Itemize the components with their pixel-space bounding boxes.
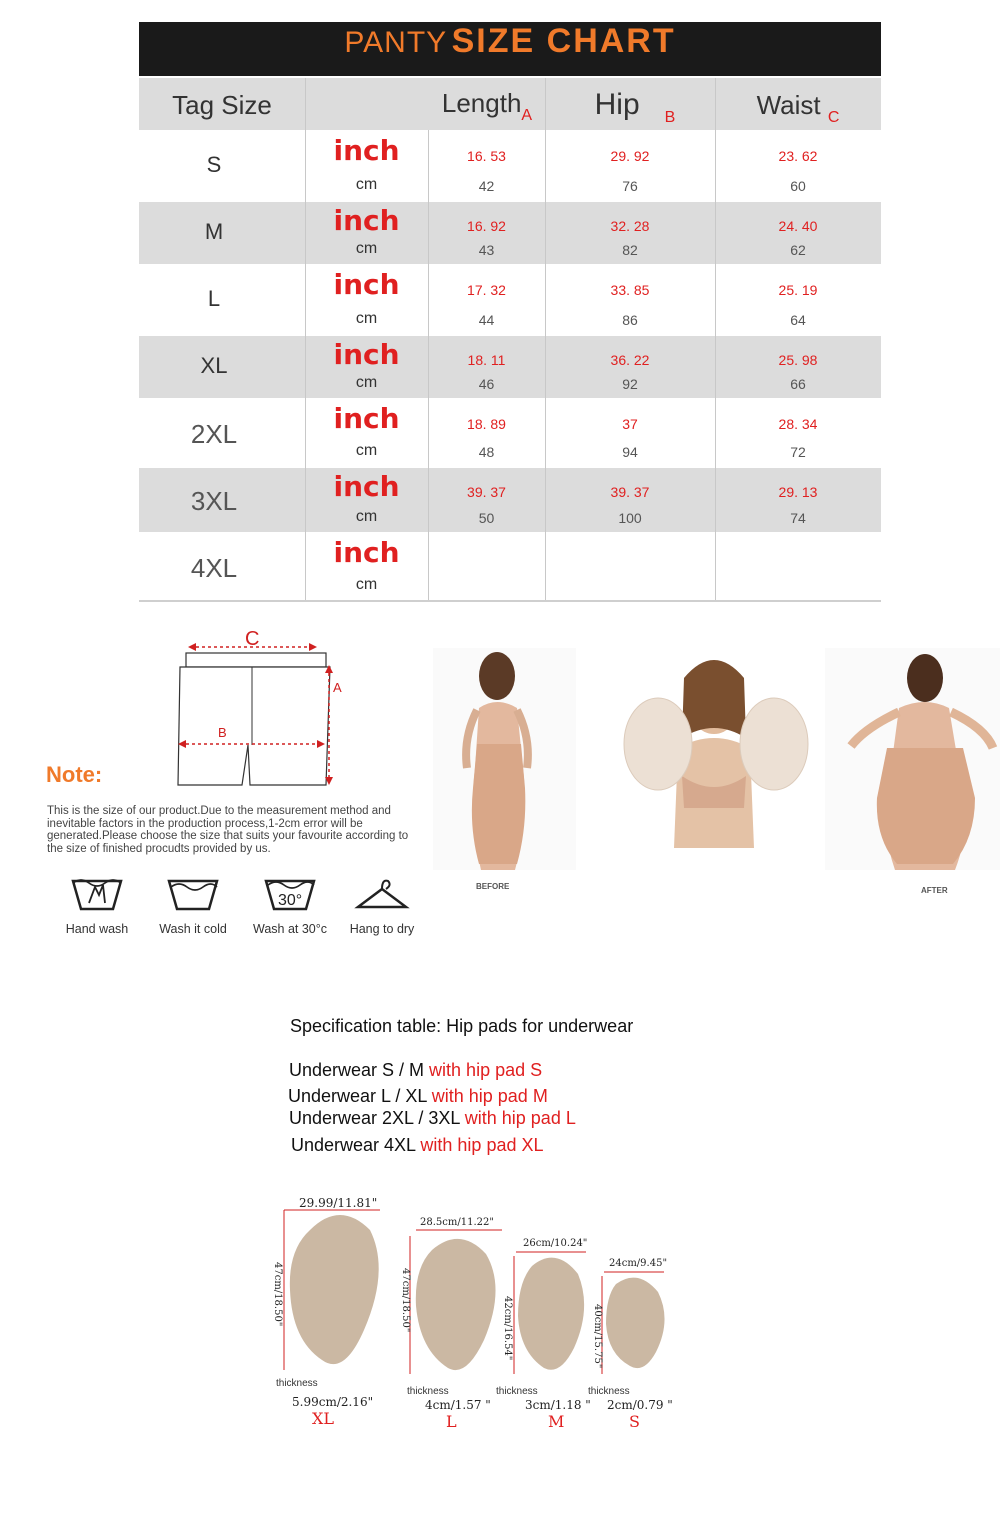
- tag-size-cell: S: [206, 152, 222, 177]
- waist-cm-value: 72: [790, 444, 806, 460]
- note-title: Note:: [46, 762, 103, 787]
- table-row: [139, 132, 881, 200]
- header-length: Length$_A$: [441, 88, 533, 124]
- care-label: Hand wash: [65, 922, 129, 936]
- hip-cm-value: 94: [622, 444, 638, 460]
- spec-line: Underwear 2XL / 3XL with hip pad L: [289, 1108, 576, 1128]
- care-label: Wash it cold: [159, 922, 227, 936]
- wash-cold-icon: [163, 873, 223, 913]
- unit-inch-label: inch: [333, 268, 400, 301]
- title-part1: PANTY: [344, 26, 448, 59]
- pad-l-thickness: 4cm/1.57 ": [425, 1398, 491, 1412]
- pad-l-height: 47cm/18.50": [400, 1268, 411, 1333]
- before-photo: [433, 648, 576, 870]
- chart-title: [139, 22, 881, 76]
- spec-line: Underwear L / XL with hip pad M: [288, 1086, 548, 1106]
- hip-cm-value: 100: [618, 510, 642, 526]
- care-hang-dry: [337, 873, 427, 936]
- after-photo: [825, 648, 1000, 870]
- unit-inch-label: inch: [333, 204, 400, 237]
- waist-inch-value: 24. 40: [778, 218, 818, 234]
- table-row: [139, 336, 881, 398]
- length-inch-value: 18. 89: [467, 416, 506, 432]
- hanger-icon: [352, 873, 412, 913]
- header-waist: Waist $_C$: [756, 90, 840, 126]
- length-cm-value: 44: [478, 312, 495, 328]
- unit-cm-label: cm: [355, 310, 378, 327]
- care-wash-cold: [148, 873, 238, 936]
- waist-cm-value: 74: [790, 510, 806, 526]
- unit-inch-label: inch: [333, 536, 400, 569]
- spec-line: Underwear 4XL with hip pad XL: [291, 1135, 544, 1155]
- length-cm-value: 48: [478, 444, 495, 460]
- pad-xl-thickness: 5.99cm/2.16": [292, 1395, 374, 1409]
- pad-m-thickness-label: thickness: [496, 1386, 538, 1397]
- pad-m-thickness: 3cm/1.18 ": [525, 1398, 591, 1412]
- svg-text:30°: 30°: [278, 892, 303, 909]
- unit-cm-label: cm: [355, 240, 378, 257]
- unit-cm-label: cm: [355, 508, 378, 525]
- waist-cm-value: 62: [790, 242, 806, 258]
- unit-inch-label: inch: [333, 338, 400, 371]
- length-inch-value: 16. 53: [467, 148, 506, 164]
- header-hip: Hip $_B$: [594, 88, 676, 126]
- hip-cm-value: 76: [622, 178, 638, 194]
- hip-inch-value: 36. 22: [610, 352, 650, 368]
- care-label: Wash at 30°c: [252, 922, 327, 936]
- length-cm-value: 46: [478, 376, 495, 392]
- pad-m-size: M: [548, 1412, 565, 1431]
- model-hip-pads-photo: [604, 648, 824, 848]
- table-row: [139, 400, 881, 466]
- tag-size-cell: 3XL: [190, 486, 238, 516]
- tag-size-cell: XL: [200, 353, 228, 378]
- header-tag-size: Tag Size: [172, 90, 272, 120]
- length-cm-value: 50: [478, 510, 495, 526]
- waist-inch-value: 25. 19: [778, 282, 818, 298]
- after-caption: AFTER: [921, 886, 948, 895]
- care-label: Hang to dry: [349, 922, 415, 936]
- chart-title-bar: [139, 22, 881, 76]
- waist-inch-value: 25. 98: [778, 352, 818, 368]
- pad-xl-width: 29.99/11.81": [299, 1196, 378, 1210]
- hand-wash-icon: [67, 873, 127, 913]
- pad-xl-size: XL: [312, 1409, 335, 1428]
- unit-inch-label: inch: [333, 470, 400, 503]
- wash-30-icon: [260, 873, 320, 913]
- pad-s-thickness-label: thickness: [588, 1386, 630, 1397]
- diagram-label-c: C: [245, 628, 260, 650]
- pad-s-size: S: [629, 1412, 640, 1431]
- length-inch-value: 17. 32: [467, 282, 506, 298]
- title-part2: SIZE CHART: [451, 22, 676, 60]
- length-inch-value: 18. 11: [467, 352, 506, 368]
- before-caption: BEFORE: [476, 882, 510, 891]
- pad-s-thickness: 2cm/0.79 ": [607, 1398, 673, 1412]
- diagram-label-b: B: [218, 725, 227, 740]
- unit-inch-label: inch: [333, 134, 400, 167]
- tag-size-cell: 4XL: [190, 553, 238, 583]
- hip-cm-value: 82: [622, 242, 638, 258]
- waist-inch-value: 29. 13: [778, 484, 818, 500]
- unit-cm-label: cm: [355, 176, 378, 193]
- diagram-label-a: A: [333, 680, 342, 695]
- pad-m-height: 42cm/16.54": [502, 1296, 513, 1361]
- table-header-row: [139, 78, 881, 130]
- hip-inch-value: 33. 85: [610, 282, 650, 298]
- length-inch-value: 39. 37: [467, 484, 506, 500]
- spec-title: Specification table: Hip pads for underwear: [290, 1016, 634, 1036]
- unit-cm-label: cm: [355, 442, 378, 459]
- unit-inch-label: inch: [333, 402, 400, 435]
- pad-l-thickness-label: thickness: [407, 1386, 449, 1397]
- tag-size-cell: 2XL: [190, 419, 238, 449]
- pad-l-size: L: [446, 1412, 457, 1431]
- pad-m-width: 26cm/10.24": [523, 1238, 588, 1249]
- pad-xl-thickness-label: thickness: [276, 1378, 318, 1389]
- size-chart-table: [139, 78, 881, 602]
- waist-cm-value: 60: [790, 178, 806, 194]
- hip-inch-value: 29. 92: [610, 148, 650, 164]
- tag-size-cell: M: [204, 219, 224, 244]
- length-inch-value: 16. 92: [467, 218, 506, 234]
- length-cm-value: 42: [478, 178, 495, 194]
- pad-xl-height: 47cm/18.50": [272, 1262, 283, 1327]
- shorts-diagram: [170, 625, 350, 795]
- waist-cm-value: 64: [790, 312, 806, 328]
- note-body: This is the size of our product.Due to the measurement method and inevitable factors in the production process,1-2cm error will be generated.Please choose the size that suits your favourite according to the size of finished procudts provided by us.: [47, 805, 409, 855]
- table-row: [139, 266, 881, 334]
- waist-cm-value: 66: [790, 376, 806, 392]
- table-row: [139, 534, 881, 600]
- pad-s-width: 24cm/9.45": [609, 1258, 668, 1269]
- hip-inch-value: 39. 37: [610, 484, 650, 500]
- pad-s-height: 40cm/15.75": [592, 1304, 603, 1369]
- pad-l-width: 28.5cm/11.22": [420, 1217, 494, 1228]
- waist-inch-value: 23. 62: [778, 148, 818, 164]
- unit-cm-label: cm: [355, 576, 378, 593]
- table-row: [139, 202, 881, 264]
- hip-cm-value: 92: [622, 376, 638, 392]
- waist-inch-value: 28. 34: [778, 416, 818, 432]
- spec-line: Underwear S / M with hip pad S: [289, 1060, 543, 1080]
- length-cm-value: 43: [478, 242, 495, 258]
- care-wash-30: [245, 873, 335, 936]
- tag-size-cell: L: [207, 286, 221, 311]
- unit-cm-label: cm: [355, 374, 378, 391]
- hip-inch-value: 32. 28: [610, 218, 650, 234]
- care-hand-wash: [52, 873, 142, 936]
- hip-cm-value: 86: [622, 312, 638, 328]
- hip-inch-value: 37: [622, 416, 638, 432]
- table-row: [139, 468, 881, 532]
